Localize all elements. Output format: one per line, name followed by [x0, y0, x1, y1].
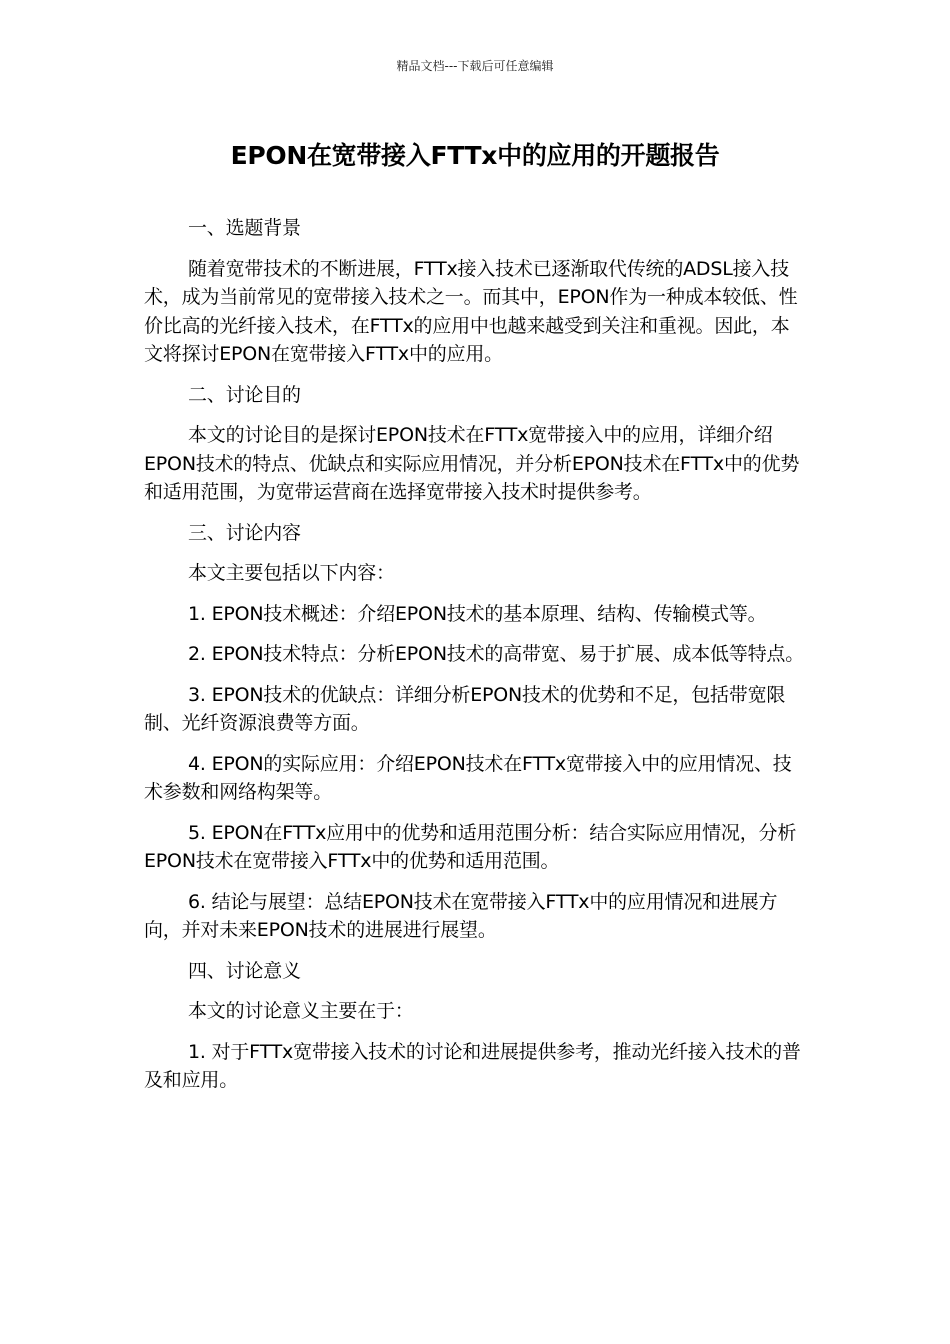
document-title: EPON在宽带接入FTTx中的应用的开题报告	[230, 141, 720, 170]
section-heading: 三、讨论内容	[188, 521, 301, 544]
paragraph: 随着宽带技术的不断进展，FTTx接入技术已逐渐取代传统的ADSL接入技术，成为当前常见的宽带接入技术之一。而其中，EPON作为一种成本较低、性价比高的光纤接入技术，在FTTx的应用中也越来越受到关注和重视。因此，本文将探讨EPON在宽带接入FTTx中的应用。	[144, 257, 798, 365]
document-body	[144, 214, 806, 1107]
list-item: 2. EPON技术特点：分析EPON技术的高带宽、易于扩展、成本低等特点。	[188, 643, 805, 665]
section-heading: 二、讨论目的	[188, 383, 301, 406]
list-item: 5. EPON在FTTx应用中的优势和适用范围分析：结合实际应用情况，分析EPON技术在宽带接入FTTx中的优势和适用范围。	[144, 821, 797, 872]
paragraph: 本文主要包括以下内容：	[188, 562, 395, 584]
list-item: 4. EPON的实际应用：介绍EPON技术在FTTx宽带接入中的应用情况、技术参数和网络构架等。	[144, 752, 792, 803]
page-header: 精品文档---下载后可任意编辑	[396, 59, 554, 73]
paragraph: 本文的讨论意义主要在于：	[188, 1000, 414, 1022]
paragraph: 本文的讨论目的是探讨EPON技术在FTTx宽带接入中的应用，详细介绍EPON技术的特点、优缺点和实际应用情况，并分析EPON技术在FTTx中的优势和适用范围，为宽带运营商在选择宽带接入技术时提供参考。	[144, 424, 800, 503]
list-item: 1. 对于FTTx宽带接入技术的讨论和进展提供参考，推动光纤接入技术的普及和应用。	[144, 1040, 801, 1091]
section-heading: 一、选题背景	[188, 217, 301, 239]
section-heading: 四、讨论意义	[188, 959, 301, 982]
list-item: 1. EPON技术概述：介绍EPON技术的基本原理、结构、传输模式等。	[188, 602, 767, 625]
list-item: 3. EPON技术的优缺点：详细分析EPON技术的优势和不足，包括带宽限制、光纤资源浪费等方面。	[144, 683, 786, 734]
list-item: 6. 结论与展望：总结EPON技术在宽带接入FTTx中的应用情况和进展方向，并对未来EPON技术的进展进行展望。	[144, 890, 778, 941]
